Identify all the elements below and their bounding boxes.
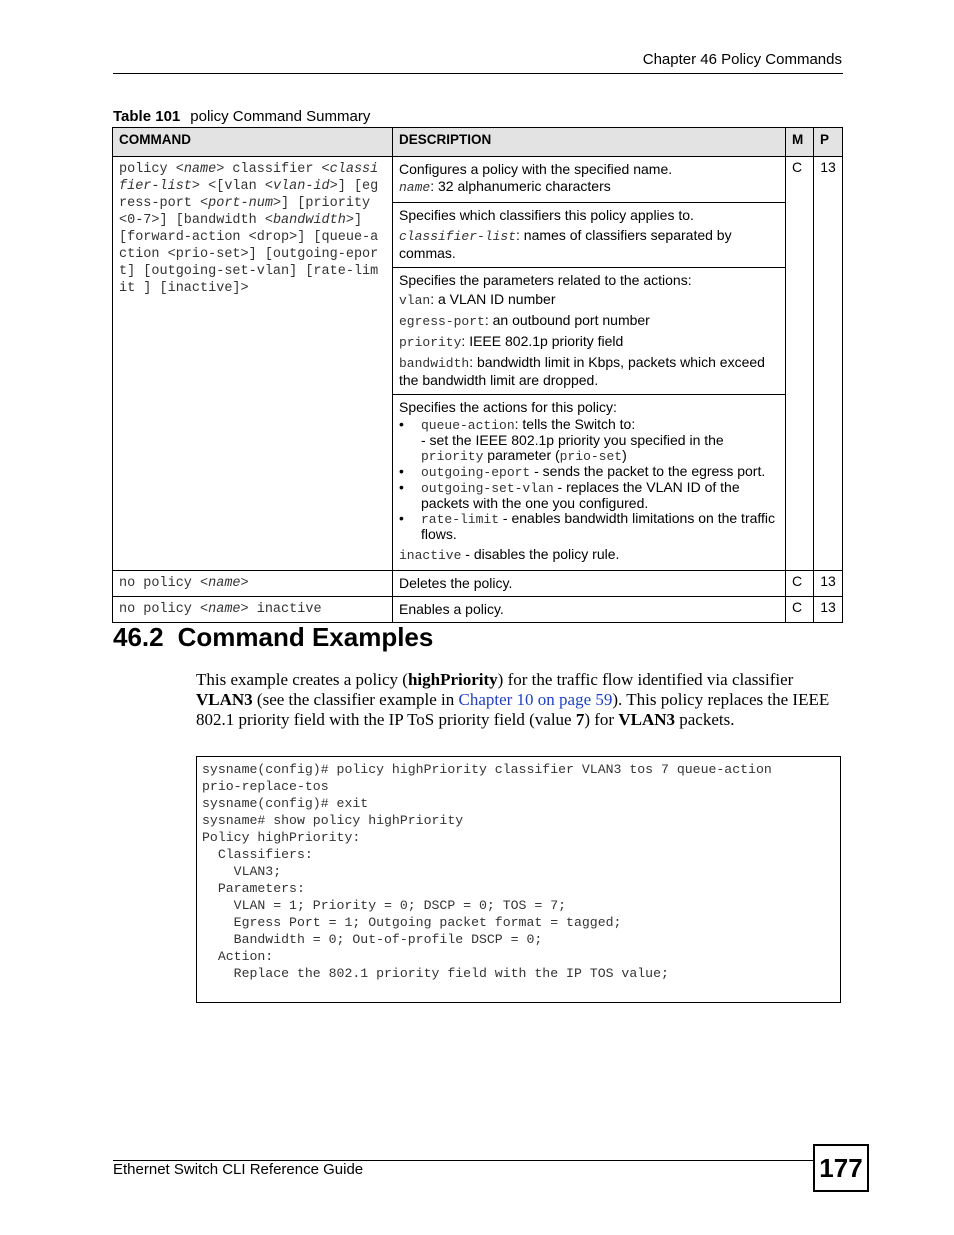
example-paragraph	[196, 670, 842, 730]
description-line	[399, 546, 779, 564]
command-cell-policy	[113, 157, 393, 571]
description-line	[399, 354, 779, 388]
param-text: : a VLAN ID number	[430, 291, 556, 307]
description-line: Specifies the parameters related to the actions:	[399, 272, 692, 288]
param-code: priority	[421, 449, 484, 464]
param-text: : bandwidth limit in Kbps, packets which exceed the bandwidth limit are dropped.	[399, 354, 765, 388]
param-text: - disables the policy rule.	[461, 546, 620, 562]
param-code: queue-action	[421, 418, 515, 433]
page-number: 177	[813, 1144, 869, 1192]
description-cell: Enables a policy.	[393, 597, 786, 623]
section-heading	[113, 622, 433, 653]
cmd-var: vlan-id	[272, 179, 330, 194]
cmd-text: >] [forward-action <drop>] [queue-action <prio-set>] [outgoing-eport] [outgoing-set-vlan] [rate-limit ] [inactive]>	[119, 213, 379, 296]
chapter-link[interactable]: Chapter 10 on page 59	[458, 690, 613, 709]
description-cell	[393, 157, 786, 203]
mode-cell: C	[786, 597, 814, 623]
description-cell	[393, 268, 786, 395]
param-code: prio-set	[559, 449, 623, 464]
table-row	[113, 597, 843, 623]
param-code: name	[399, 180, 431, 195]
description-line	[399, 178, 779, 196]
section-number: 46.2	[113, 622, 164, 652]
paragraph-bold: VLAN3	[196, 690, 253, 709]
table-caption-label: Table 101	[113, 108, 181, 125]
param-text: - enables bandwidth limitations on the traffic flows.	[421, 510, 776, 542]
cmd-var: name	[208, 602, 241, 617]
code-example-text: sysname(config)# policy highPriority classifier VLAN3 tos 7 queue-action prio-replace-tos sysname(config)# exit sysname# show policy highPriority Policy highPriority: Classifiers: VLAN3; Parameters: VLAN = 1; Priority = 0; DSCP = 0; TOS = 7; Egress Port = 1; Outgoing packet format = tagged; Bandwidth = 0; Out-of-profile DSCP = 0; Action: Replace the 802.1 priority field with the IP TOS value;	[202, 762, 772, 981]
list-item	[421, 417, 779, 464]
table-header-row	[113, 128, 843, 157]
action-list	[399, 417, 779, 542]
privilege-cell: 13	[814, 157, 843, 571]
privilege-cell: 13	[814, 571, 843, 597]
cmd-text: policy <	[119, 162, 184, 177]
command-cell-no-policy-inactive	[113, 597, 393, 623]
command-cell-no-policy	[113, 571, 393, 597]
command-summary-table	[112, 127, 843, 623]
column-header-p: P	[814, 128, 843, 157]
description-cell	[393, 203, 786, 268]
paragraph-text: ). This policy replaces the IEEE 802.1 priority field with the IP ToS priority field (value	[196, 690, 830, 729]
param-code: bandwidth	[399, 356, 470, 371]
param-code: inactive	[399, 548, 462, 563]
description-cell: Deletes the policy.	[393, 571, 786, 597]
description-line	[399, 312, 779, 330]
paragraph-bold: highPriority	[407, 670, 498, 689]
param-code: vlan	[399, 293, 431, 308]
param-text: : IEEE 802.1p priority field	[461, 333, 624, 349]
column-header-m: M	[786, 128, 814, 157]
code-example-box	[196, 756, 841, 1003]
column-header-command: COMMAND	[113, 128, 393, 157]
paragraph-text: (see the classifier example in	[252, 690, 459, 709]
description-line	[399, 291, 779, 309]
param-text: : tells the Switch to:	[514, 416, 636, 432]
cmd-var: name	[208, 576, 241, 591]
param-text: - set the IEEE 802.1p priority you specified in the	[421, 432, 724, 448]
privilege-cell: 13	[814, 597, 843, 623]
cmd-var: port-num	[208, 196, 273, 211]
table-caption	[113, 108, 370, 125]
description-line: Specifies which classifiers this policy applies to.	[399, 207, 694, 223]
paragraph-text: ) for	[584, 710, 619, 729]
column-header-description: DESCRIPTION	[393, 128, 786, 157]
paragraph-bold: 7	[575, 710, 585, 729]
cmd-text: no policy <	[119, 576, 209, 591]
description-line: Specifies the actions for this policy:	[399, 399, 617, 415]
mode-cell: C	[786, 157, 814, 571]
param-code: egress-port	[399, 314, 485, 329]
cmd-text: > <[vlan <	[191, 179, 273, 194]
chapter-header: Chapter 46 Policy Commands	[642, 51, 842, 68]
param-code: outgoing-set-vlan	[421, 481, 554, 496]
table-caption-text: policy Command Summary	[190, 108, 371, 125]
param-code: rate-limit	[421, 512, 500, 527]
header-divider	[113, 73, 843, 74]
param-code: outgoing-eport	[421, 465, 531, 480]
paragraph-text: packets.	[675, 710, 735, 729]
cmd-text: > inactive	[240, 602, 322, 617]
param-text: )	[622, 447, 627, 463]
paragraph-bold: VLAN3	[618, 710, 675, 729]
cmd-text: > classifier <	[216, 162, 330, 177]
param-code: priority	[399, 335, 462, 350]
list-item	[421, 464, 779, 480]
list-item	[421, 480, 779, 511]
cmd-text: >] [egress-port <	[119, 179, 379, 211]
param-text: : 32 alphanumeric characters	[430, 178, 611, 194]
param-text: parameter (	[483, 447, 560, 463]
cmd-text: >	[240, 576, 249, 591]
description-line	[399, 227, 779, 261]
cmd-text: no policy <	[119, 602, 209, 617]
paragraph-text: This example creates a policy (	[196, 670, 408, 689]
section-title: Command Examples	[177, 622, 434, 652]
table-row	[113, 571, 843, 597]
param-text: - sends the packet to the egress port.	[530, 463, 766, 479]
table-row	[113, 157, 843, 203]
list-item	[421, 511, 779, 542]
mode-cell: C	[786, 571, 814, 597]
cmd-text: >] [priority <0-7>] [bandwidth <	[119, 196, 371, 228]
param-text: : names of classifiers separated by commas.	[399, 227, 732, 261]
cmd-var: classifier-list	[119, 162, 379, 194]
description-cell	[393, 395, 786, 571]
cmd-var: name	[183, 162, 217, 177]
param-text: - replaces the VLAN ID of the packets with the one you configured.	[421, 479, 740, 511]
paragraph-text: ) for the traffic flow identified via classifier	[497, 670, 794, 689]
footer-guide-title: Ethernet Switch CLI Reference Guide	[113, 1161, 364, 1178]
param-text: : an outbound port number	[484, 312, 650, 328]
description-line: Configures a policy with the specified name.	[399, 161, 673, 177]
cmd-var: bandwidth	[272, 213, 346, 228]
description-line	[399, 333, 779, 351]
param-code: classifier-list	[399, 229, 517, 244]
